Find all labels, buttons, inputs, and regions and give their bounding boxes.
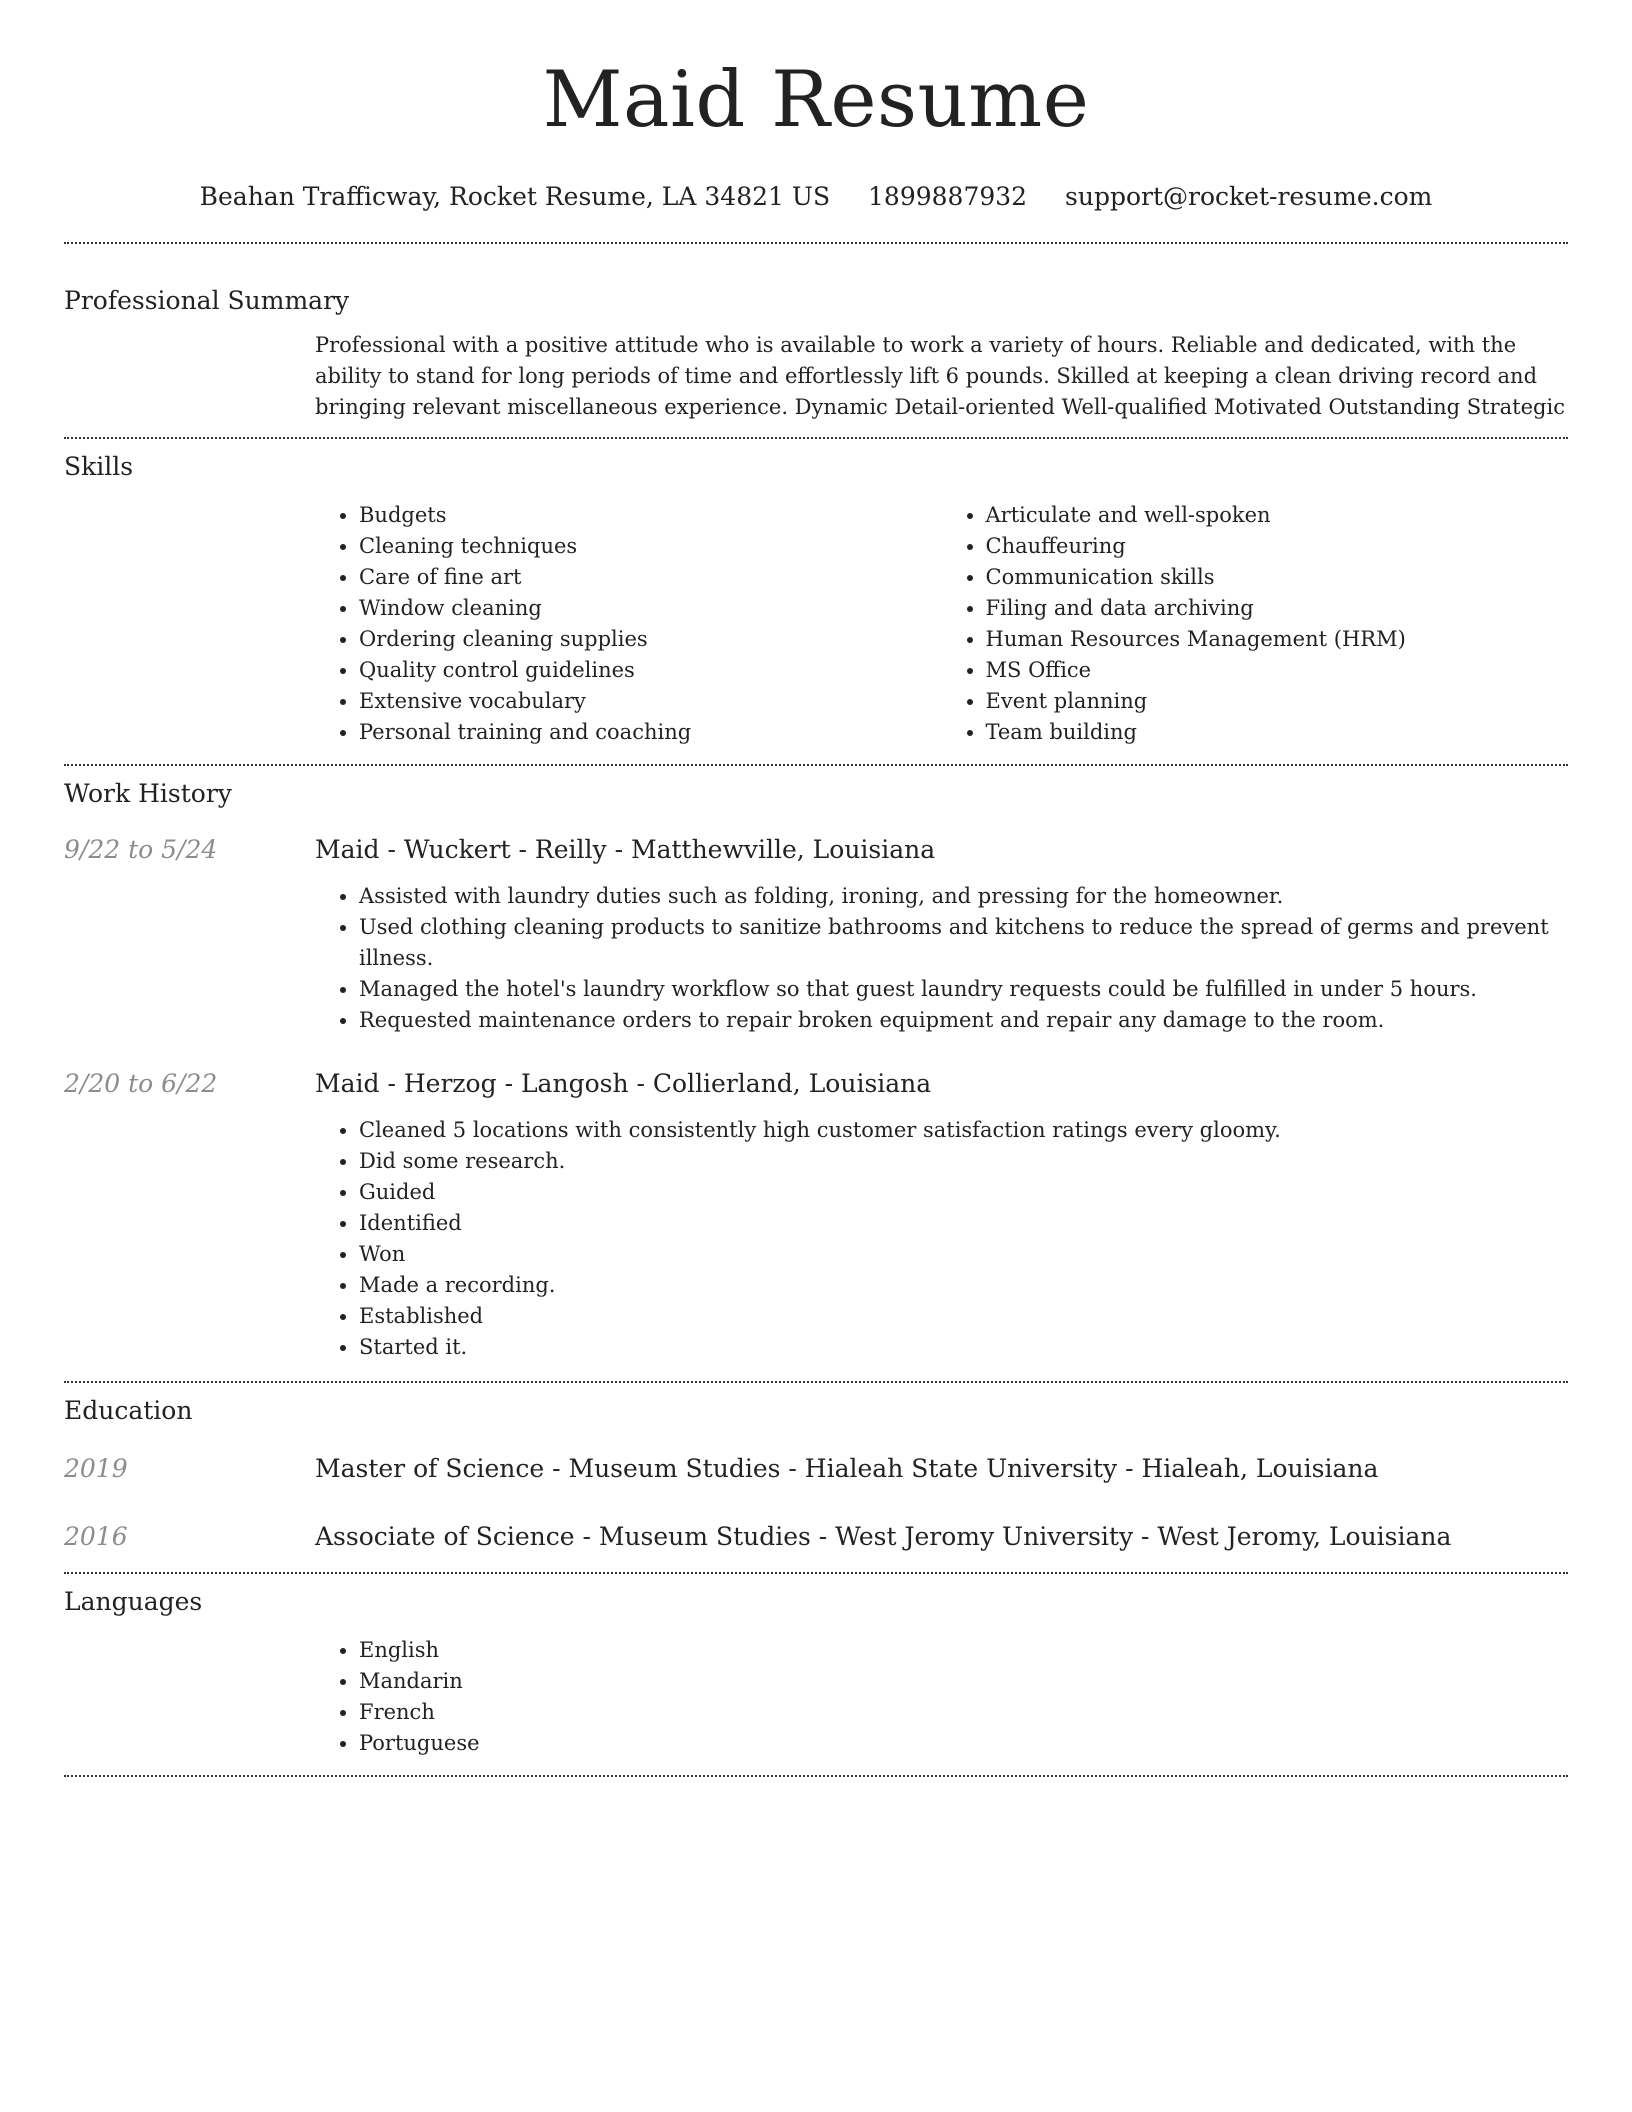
skill-item: • Personal training and coaching [359, 717, 942, 748]
job-dates: 9/22 to 5/24 [64, 835, 218, 864]
work-history-title: Work History [64, 779, 232, 808]
skill-item: • Event planning [986, 686, 1569, 717]
job-bullets [315, 881, 1568, 1036]
job-bullet: • Guided [359, 1177, 1568, 1208]
job-bullet: • Made a recording. [359, 1270, 1568, 1301]
skills-list-left [315, 500, 942, 748]
contact-phone: 1899887932 [868, 182, 1028, 211]
skills-title: Skills [64, 452, 134, 481]
job-bullet: • Identified [359, 1208, 1568, 1239]
languages-list [315, 1635, 1568, 1759]
skill-item: • MS Office [986, 655, 1569, 686]
summary-title: Professional Summary [64, 286, 350, 315]
job-bullet: • Cleaned 5 locations with consistently high customer satisfaction ratings every gloomy. [359, 1115, 1568, 1146]
languages-title: Languages [64, 1587, 203, 1616]
skill-item: • Chauffeuring [986, 531, 1569, 562]
skill-item: • Communication skills [986, 562, 1569, 593]
summary-text: Professional with a positive attitude who is available to work a variety of hours. Reliable and dedicated, with the ability to stand for long periods of time and effortlessly lift 6 pounds. Skilled at keeping a clean driving record and bringing relevant miscellaneous experience. Dynamic Detail-oriented Well-qualified Motivated Outstanding Strategic [315, 333, 1565, 419]
education-year: 2019 [64, 1454, 128, 1483]
summary-section [64, 244, 1568, 423]
resume-title: Maid Resume [542, 55, 1090, 145]
skill-item: • Cleaning techniques [359, 531, 942, 562]
education-heading: Associate of Science - Museum Studies - West Jeromy University - West Jeromy, Louisiana [315, 1522, 1452, 1551]
education-heading: Master of Science - Museum Studies - Hialeah State University - Hialeah, Louisiana [315, 1454, 1379, 1483]
job-bullet: • Established [359, 1301, 1568, 1332]
skill-item: • Ordering cleaning supplies [359, 624, 942, 655]
language-item: • English [359, 1635, 1568, 1666]
job-bullet: • Requested maintenance orders to repair broken equipment and repair any damage to the room. [359, 1005, 1568, 1036]
skill-item: • Quality control guidelines [359, 655, 942, 686]
skill-item: • Window cleaning [359, 593, 942, 624]
skill-item: • Human Resources Management (HRM) [986, 624, 1569, 655]
skills-list-right [942, 500, 1569, 748]
skill-item: • Budgets [359, 500, 942, 531]
education-title: Education [64, 1396, 193, 1425]
job-bullet: • Assisted with laundry duties such as folding, ironing, and pressing for the homeowner. [359, 881, 1568, 912]
education-entry [64, 1452, 1568, 1486]
contact-info [64, 180, 1568, 214]
skill-item: • Team building [986, 717, 1569, 748]
skills-section [64, 439, 1568, 748]
contact-address: Beahan Trafficway, Rocket Resume, LA 34821 US [199, 182, 831, 211]
job-entry [64, 1067, 1568, 1363]
job-bullet: • Started it. [359, 1332, 1568, 1363]
job-bullet: • Won [359, 1239, 1568, 1270]
skill-item: • Articulate and well-spoken [986, 500, 1569, 531]
divider [64, 1775, 1568, 1777]
skill-item: • Filing and data archiving [986, 593, 1569, 624]
language-item: • French [359, 1697, 1568, 1728]
languages-section [64, 1574, 1568, 1759]
language-item: • Portuguese [359, 1728, 1568, 1759]
job-bullet: • Managed the hotel's laundry workflow so that guest laundry requests could be fulfilled in under 5 hours. [359, 974, 1568, 1005]
education-section [64, 1383, 1568, 1554]
job-heading: Maid - Herzog - Langosh - Collierland, Louisiana [315, 1069, 932, 1098]
job-entry [64, 833, 1568, 1036]
work-history-section [64, 766, 1568, 1363]
job-heading: Maid - Wuckert - Reilly - Matthewville, Louisiana [315, 835, 936, 864]
job-bullet: • Did some research. [359, 1146, 1568, 1177]
skill-item: • Extensive vocabulary [359, 686, 942, 717]
job-bullets [315, 1115, 1568, 1363]
job-bullet: • Used clothing cleaning products to sanitize bathrooms and kitchens to reduce the spread of germs and prevent illness. [359, 912, 1568, 974]
language-item: • Mandarin [359, 1666, 1568, 1697]
contact-email: support@rocket-resume.com [1065, 182, 1433, 211]
education-year: 2016 [64, 1522, 128, 1551]
job-dates: 2/20 to 6/22 [64, 1069, 218, 1098]
education-entry [64, 1520, 1568, 1554]
skill-item: • Care of fine art [359, 562, 942, 593]
